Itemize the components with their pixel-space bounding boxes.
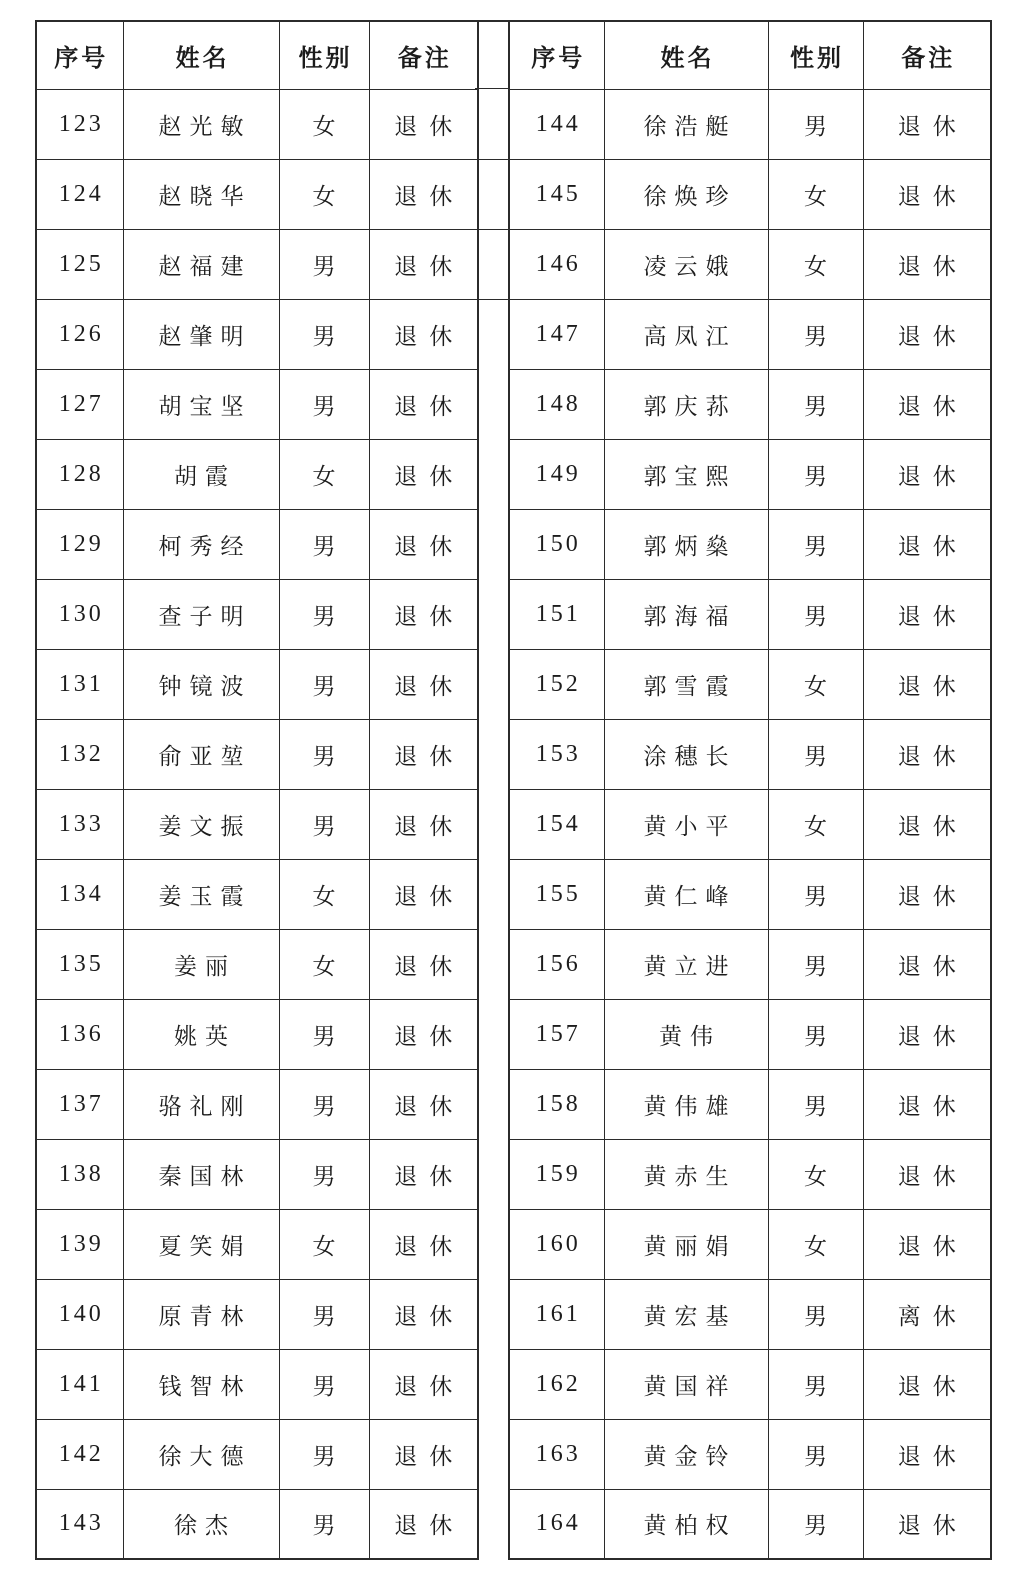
header-row <box>36 21 478 89</box>
column-header-no: 序号 <box>36 21 123 89</box>
cell-gender: 男 <box>768 1069 863 1139</box>
cell-gender: 男 <box>279 299 369 369</box>
table-row <box>509 89 991 159</box>
cell-remark: 退休 <box>369 229 478 299</box>
cell-gender: 女 <box>768 789 863 859</box>
cell-remark: 退休 <box>863 1489 991 1559</box>
table-row <box>36 1349 478 1419</box>
cell-remark: 退休 <box>863 1419 991 1489</box>
cell-no: 148 <box>509 369 604 439</box>
cell-name: 黄丽娟 <box>604 1209 768 1279</box>
table-row <box>36 89 478 159</box>
gap-connector-line <box>475 299 510 300</box>
cell-gender: 男 <box>279 1069 369 1139</box>
column-header-no: 序号 <box>509 21 604 89</box>
cell-name: 凌云娥 <box>604 229 768 299</box>
cell-name: 赵肇明 <box>123 299 279 369</box>
cell-no: 146 <box>509 229 604 299</box>
cell-gender: 男 <box>768 929 863 999</box>
table-row <box>36 1209 478 1279</box>
table-row <box>36 1139 478 1209</box>
header-row <box>509 21 991 89</box>
cell-no: 138 <box>36 1139 123 1209</box>
cell-gender: 男 <box>768 1279 863 1349</box>
table-row <box>509 229 991 299</box>
cell-name: 姜文振 <box>123 789 279 859</box>
cell-name: 黄金铃 <box>604 1419 768 1489</box>
cell-no: 145 <box>509 159 604 229</box>
table-row <box>509 1279 991 1349</box>
cell-gender: 男 <box>279 789 369 859</box>
cell-remark: 退休 <box>863 579 991 649</box>
table-row <box>509 1419 991 1489</box>
cell-name: 姚英 <box>123 999 279 1069</box>
table-row <box>509 719 991 789</box>
table-row <box>36 929 478 999</box>
cell-gender: 女 <box>768 159 863 229</box>
table-row <box>36 229 478 299</box>
cell-name: 黄仁峰 <box>604 859 768 929</box>
column-header-gender: 性别 <box>279 21 369 89</box>
cell-remark: 退休 <box>863 89 991 159</box>
column-header-remark: 备注 <box>369 21 478 89</box>
cell-no: 130 <box>36 579 123 649</box>
table-row <box>36 369 478 439</box>
cell-gender: 女 <box>279 89 369 159</box>
cell-name: 钱智林 <box>123 1349 279 1419</box>
cell-gender: 男 <box>279 719 369 789</box>
cell-gender: 男 <box>279 1139 369 1209</box>
roster-table-left <box>35 20 479 1560</box>
table-row <box>509 369 991 439</box>
cell-remark: 退休 <box>863 859 991 929</box>
table-row <box>509 859 991 929</box>
cell-no: 140 <box>36 1279 123 1349</box>
table-row <box>509 159 991 229</box>
cell-remark: 退休 <box>863 1139 991 1209</box>
cell-name: 郭雪霞 <box>604 649 768 719</box>
cell-no: 161 <box>509 1279 604 1349</box>
cell-gender: 男 <box>279 1279 369 1349</box>
cell-gender: 男 <box>279 649 369 719</box>
cell-remark: 退休 <box>863 159 991 229</box>
cell-remark: 退休 <box>863 1209 991 1279</box>
cell-name: 黄柏权 <box>604 1489 768 1559</box>
cell-no: 134 <box>36 859 123 929</box>
cell-remark: 离休 <box>863 1279 991 1349</box>
cell-remark: 退休 <box>369 1349 478 1419</box>
cell-gender: 男 <box>768 1349 863 1419</box>
cell-gender: 女 <box>768 229 863 299</box>
cell-no: 147 <box>509 299 604 369</box>
cell-name: 徐大德 <box>123 1419 279 1489</box>
cell-name: 黄伟 <box>604 999 768 1069</box>
cell-gender: 男 <box>279 1489 369 1559</box>
cell-name: 赵福建 <box>123 229 279 299</box>
table-row <box>509 439 991 509</box>
cell-name: 徐杰 <box>123 1489 279 1559</box>
cell-gender: 男 <box>768 299 863 369</box>
cell-name: 赵晓华 <box>123 159 279 229</box>
table-row <box>36 999 478 1069</box>
cell-no: 164 <box>509 1489 604 1559</box>
table-row <box>36 859 478 929</box>
cell-name: 郭炳燊 <box>604 509 768 579</box>
column-header-name: 姓名 <box>604 21 768 89</box>
table-row <box>36 1069 478 1139</box>
cell-gender: 女 <box>768 649 863 719</box>
table-row <box>509 1139 991 1209</box>
cell-remark: 退休 <box>369 1069 478 1139</box>
cell-no: 158 <box>509 1069 604 1139</box>
cell-no: 137 <box>36 1069 123 1139</box>
cell-remark: 退休 <box>369 1209 478 1279</box>
cell-remark: 退休 <box>863 1069 991 1139</box>
table-row <box>36 789 478 859</box>
cell-no: 125 <box>36 229 123 299</box>
cell-name: 赵光敏 <box>123 89 279 159</box>
cell-remark: 退休 <box>369 579 478 649</box>
cell-remark: 退休 <box>369 929 478 999</box>
cell-remark: 退休 <box>369 1419 478 1489</box>
cell-name: 夏笑娟 <box>123 1209 279 1279</box>
table-row <box>509 1489 991 1559</box>
cell-no: 126 <box>36 299 123 369</box>
table-row <box>509 1209 991 1279</box>
cell-remark: 退休 <box>369 999 478 1069</box>
cell-remark: 退休 <box>863 229 991 299</box>
cell-name: 郭宝熙 <box>604 439 768 509</box>
table-row <box>509 299 991 369</box>
cell-name: 徐浩艇 <box>604 89 768 159</box>
cell-no: 151 <box>509 579 604 649</box>
cell-name: 徐焕珍 <box>604 159 768 229</box>
cell-no: 150 <box>509 509 604 579</box>
cell-gender: 男 <box>279 229 369 299</box>
cell-remark: 退休 <box>863 1349 991 1419</box>
cell-gender: 男 <box>768 579 863 649</box>
cell-gender: 女 <box>279 1209 369 1279</box>
cell-gender: 男 <box>768 1489 863 1559</box>
cell-remark: 退休 <box>369 719 478 789</box>
cell-name: 钟镜波 <box>123 649 279 719</box>
cell-no: 142 <box>36 1419 123 1489</box>
cell-no: 143 <box>36 1489 123 1559</box>
cell-name: 黄宏基 <box>604 1279 768 1349</box>
cell-gender: 男 <box>768 369 863 439</box>
cell-name: 胡霞 <box>123 439 279 509</box>
table-row <box>36 509 478 579</box>
cell-no: 159 <box>509 1139 604 1209</box>
cell-name: 柯秀经 <box>123 509 279 579</box>
cell-no: 157 <box>509 999 604 1069</box>
cell-remark: 退休 <box>863 439 991 509</box>
cell-no: 144 <box>509 89 604 159</box>
cell-gender: 男 <box>768 719 863 789</box>
cell-remark: 退休 <box>863 789 991 859</box>
cell-gender: 男 <box>768 509 863 579</box>
cell-gender: 女 <box>279 859 369 929</box>
cell-no: 139 <box>36 1209 123 1279</box>
cell-name: 黄国祥 <box>604 1349 768 1419</box>
cell-name: 俞亚堃 <box>123 719 279 789</box>
cell-remark: 退休 <box>369 1489 478 1559</box>
cell-gender: 女 <box>768 1139 863 1209</box>
cell-no: 163 <box>509 1419 604 1489</box>
cell-remark: 退休 <box>369 369 478 439</box>
cell-remark: 退休 <box>369 1279 478 1349</box>
table-row <box>36 649 478 719</box>
cell-no: 129 <box>36 509 123 579</box>
cell-gender: 男 <box>279 579 369 649</box>
cell-remark: 退休 <box>369 1139 478 1209</box>
cell-remark: 退休 <box>863 719 991 789</box>
cell-gender: 男 <box>279 369 369 439</box>
cell-gender: 男 <box>768 439 863 509</box>
cell-no: 155 <box>509 859 604 929</box>
cell-name: 黄伟雄 <box>604 1069 768 1139</box>
gap-connector-line <box>475 88 510 89</box>
cell-no: 156 <box>509 929 604 999</box>
table-row <box>509 1349 991 1419</box>
cell-no: 132 <box>36 719 123 789</box>
cell-gender: 男 <box>768 859 863 929</box>
cell-remark: 退休 <box>369 509 478 579</box>
roster-table-right <box>508 20 992 1560</box>
cell-remark: 退休 <box>369 159 478 229</box>
cell-no: 162 <box>509 1349 604 1419</box>
table-row <box>36 439 478 509</box>
column-header-remark: 备注 <box>863 21 991 89</box>
table-row <box>36 159 478 229</box>
table-row <box>509 789 991 859</box>
table-row <box>36 1489 478 1559</box>
cell-no: 123 <box>36 89 123 159</box>
cell-remark: 退休 <box>863 999 991 1069</box>
cell-remark: 退休 <box>863 299 991 369</box>
cell-no: 131 <box>36 649 123 719</box>
cell-no: 152 <box>509 649 604 719</box>
table-row <box>36 1279 478 1349</box>
table-row <box>36 1419 478 1489</box>
cell-name: 黄小平 <box>604 789 768 859</box>
cell-name: 骆礼刚 <box>123 1069 279 1139</box>
gap-connector-line <box>475 159 510 160</box>
cell-no: 136 <box>36 999 123 1069</box>
cell-remark: 退休 <box>369 859 478 929</box>
cell-name: 郭庆荪 <box>604 369 768 439</box>
table-row <box>36 299 478 369</box>
cell-remark: 退休 <box>369 89 478 159</box>
cell-name: 胡宝坚 <box>123 369 279 439</box>
cell-no: 133 <box>36 789 123 859</box>
cell-remark: 退休 <box>369 439 478 509</box>
column-header-gender: 性别 <box>768 21 863 89</box>
table-row <box>509 579 991 649</box>
gap-connector-line <box>475 20 510 22</box>
cell-name: 查子明 <box>123 579 279 649</box>
cell-remark: 退休 <box>863 369 991 439</box>
table-row <box>36 719 478 789</box>
cell-gender: 男 <box>279 1419 369 1489</box>
cell-gender: 男 <box>768 89 863 159</box>
cell-gender: 女 <box>279 439 369 509</box>
cell-remark: 退休 <box>369 299 478 369</box>
table-row <box>509 999 991 1069</box>
cell-no: 154 <box>509 789 604 859</box>
cell-no: 141 <box>36 1349 123 1419</box>
cell-no: 160 <box>509 1209 604 1279</box>
cell-gender: 女 <box>279 159 369 229</box>
cell-gender: 男 <box>768 1419 863 1489</box>
cell-no: 128 <box>36 439 123 509</box>
table-row <box>509 649 991 719</box>
table-row <box>509 509 991 579</box>
cell-name: 原青林 <box>123 1279 279 1349</box>
cell-remark: 退休 <box>863 649 991 719</box>
cell-name: 郭海福 <box>604 579 768 649</box>
cell-gender: 男 <box>279 1349 369 1419</box>
cell-gender: 女 <box>279 929 369 999</box>
table-row <box>36 579 478 649</box>
cell-name: 姜玉霞 <box>123 859 279 929</box>
cell-name: 涂穗长 <box>604 719 768 789</box>
gap-connector-line <box>475 229 510 230</box>
cell-name: 高凤江 <box>604 299 768 369</box>
cell-remark: 退休 <box>369 789 478 859</box>
table-row <box>509 929 991 999</box>
cell-remark: 退休 <box>863 509 991 579</box>
cell-no: 127 <box>36 369 123 439</box>
cell-name: 姜丽 <box>123 929 279 999</box>
cell-name: 黄立进 <box>604 929 768 999</box>
column-header-name: 姓名 <box>123 21 279 89</box>
cell-gender: 男 <box>768 999 863 1069</box>
cell-name: 秦国林 <box>123 1139 279 1209</box>
cell-no: 153 <box>509 719 604 789</box>
cell-no: 124 <box>36 159 123 229</box>
cell-gender: 女 <box>768 1209 863 1279</box>
cell-no: 135 <box>36 929 123 999</box>
cell-remark: 退休 <box>863 929 991 999</box>
table-row <box>509 1069 991 1139</box>
cell-remark: 退休 <box>369 649 478 719</box>
cell-no: 149 <box>509 439 604 509</box>
cell-name: 黄赤生 <box>604 1139 768 1209</box>
cell-gender: 男 <box>279 509 369 579</box>
cell-gender: 男 <box>279 999 369 1069</box>
